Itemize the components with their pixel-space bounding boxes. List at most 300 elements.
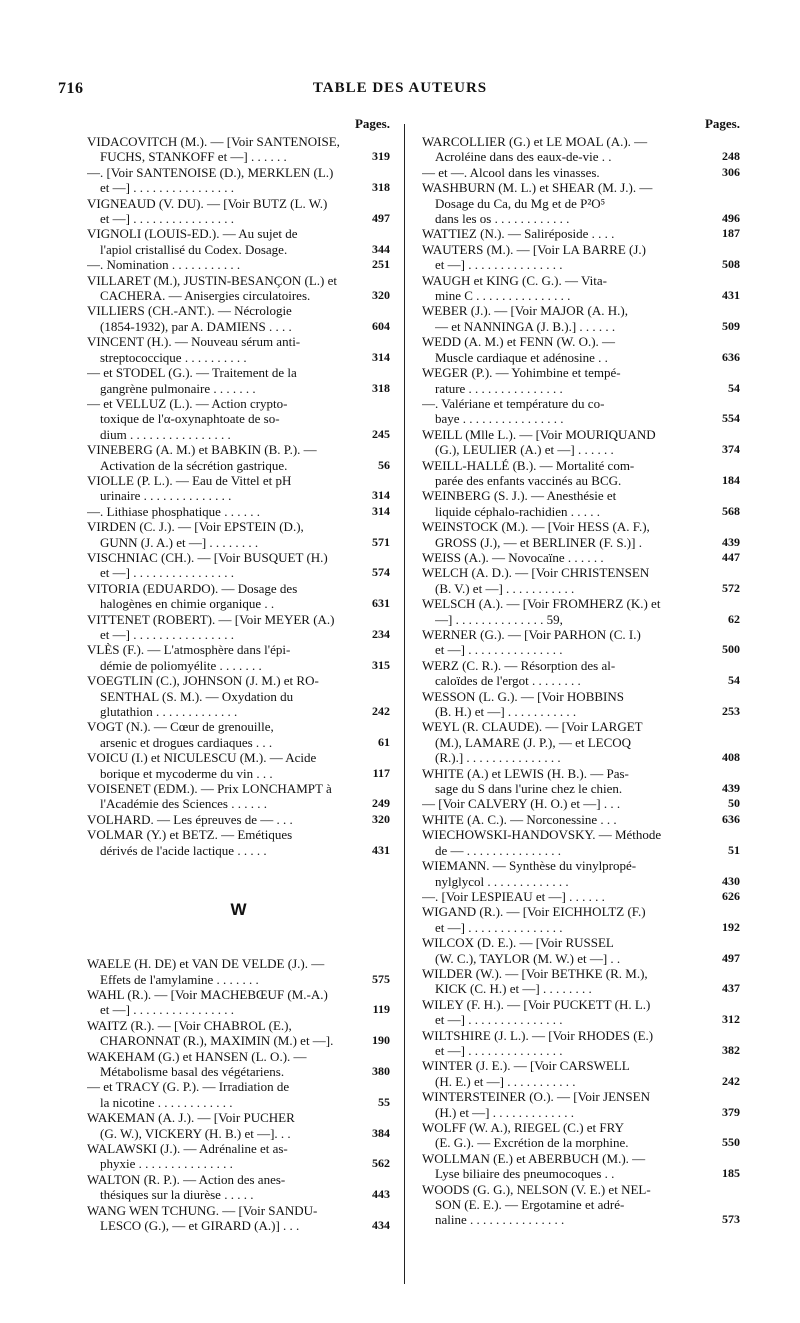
entry-text: VLÈS (F.). — L'atmosphère dans l'épi-	[87, 642, 291, 658]
entry-text: Effets de l'amylamine . . . . . . .	[100, 971, 259, 987]
index-entry	[422, 1182, 740, 1228]
entry-text: WILEY (F. H.). — [Voir PUCKETT (H. L.)	[422, 996, 651, 1012]
entry-line	[87, 257, 390, 272]
entry-line	[422, 303, 740, 318]
index-entry	[87, 612, 390, 643]
entry-line	[87, 334, 390, 349]
entry-line	[87, 1002, 390, 1017]
entry-text: VOICU (I.) et NICULESCU (M.). — Acide	[87, 750, 317, 766]
entry-line	[422, 149, 740, 164]
entry-text: —] . . . . . . . . . . . . . . 59,	[435, 611, 563, 627]
index-entry	[87, 1018, 390, 1049]
entry-text: — et STODEL (G.). — Traitement de la	[87, 365, 297, 381]
entry-line	[422, 535, 740, 550]
entry-text: rature . . . . . . . . . . . . . . .	[435, 380, 563, 396]
entry-line	[422, 350, 740, 365]
entry-line	[87, 1095, 390, 1110]
page-reference: 318	[372, 380, 390, 395]
entry-line	[422, 904, 740, 919]
index-entry	[87, 827, 390, 858]
entry-line	[422, 211, 740, 226]
entry-line	[422, 966, 740, 981]
index-entry	[422, 488, 740, 519]
page-reference: 50	[728, 796, 740, 811]
index-entry	[87, 196, 390, 227]
entry-line	[87, 1110, 390, 1125]
index-entry	[87, 956, 390, 987]
entry-text: Lyse biliaire des pneumocoques . .	[435, 1166, 615, 1182]
index-entry	[87, 473, 390, 504]
entry-line	[422, 319, 740, 334]
entry-text: WILTSHIRE (J. L.). — [Voir RHODES (E.)	[422, 1027, 654, 1043]
entry-line	[87, 196, 390, 211]
entry-line	[87, 442, 390, 457]
index-entry	[422, 966, 740, 997]
entry-line	[422, 519, 740, 534]
index-entry	[87, 134, 390, 165]
entry-text: démie de poliomyélite . . . . . . .	[100, 657, 262, 673]
entry-text: (1854-1932), par A. DAMIENS . . . .	[100, 318, 292, 334]
entry-text: toxique de l'α-oxynaphtoate de so-	[100, 411, 280, 427]
entry-text: halogènes en chimie organique . .	[100, 596, 275, 612]
entry-text: (H. E.) et —] . . . . . . . . . . .	[435, 1073, 576, 1089]
index-entry	[87, 642, 390, 673]
page-reference: 344	[372, 241, 390, 256]
index-entry	[422, 827, 740, 858]
entry-line	[422, 858, 740, 873]
index-entry	[422, 889, 740, 904]
index-entry	[87, 442, 390, 473]
index-entry	[87, 396, 390, 442]
entry-text: VILLIERS (CH.-ANT.). — Nécrologie	[87, 303, 292, 319]
entry-line	[87, 781, 390, 796]
pages-heading: Pages.	[704, 116, 740, 131]
entry-text: naline . . . . . . . . . . . . . . .	[435, 1212, 565, 1228]
entry-text: WEDD (A. M.) et FENN (W. O.). —	[422, 334, 616, 350]
entry-line	[422, 504, 740, 519]
entry-text: WAUTERS (M.). — [Voir LA BARRE (J.)	[422, 241, 647, 257]
entry-line	[87, 1049, 390, 1064]
entry-line	[422, 796, 740, 811]
page-reference: 562	[372, 1156, 390, 1171]
entry-text: et —] . . . . . . . . . . . . . . . .	[100, 1002, 234, 1018]
entry-text: VOISENET (EDM.). — Prix LONCHAMPT à	[87, 781, 332, 797]
entry-text: WOODS (G. G.), NELSON (V. E.) et NEL-	[422, 1181, 651, 1197]
left-column	[87, 114, 390, 1233]
entry-line	[87, 273, 390, 288]
page-reference: 447	[722, 549, 740, 564]
entry-line	[87, 303, 390, 318]
entry-line	[87, 242, 390, 257]
index-entry	[87, 1141, 390, 1172]
entry-line	[87, 627, 390, 642]
entry-text: et —] . . . . . . . . . . . . . . . .	[100, 211, 234, 227]
index-entry	[422, 719, 740, 765]
entry-line	[422, 874, 740, 889]
index-entry	[422, 565, 740, 596]
entry-text: — et TRACY (G. P.). — Irradiation de	[87, 1079, 290, 1095]
index-entry	[422, 396, 740, 427]
entry-text: de — . . . . . . . . . . . . . . .	[435, 842, 562, 858]
entry-text: streptococcique . . . . . . . . . .	[100, 349, 247, 365]
page-reference: 56	[378, 457, 390, 472]
entry-line	[87, 612, 390, 627]
entry-line	[422, 981, 740, 996]
entry-text: WEILL-HALLÉ (B.). — Mortalité com-	[422, 457, 635, 473]
page-reference: 431	[372, 842, 390, 857]
index-entry	[87, 257, 390, 272]
index-entry	[87, 812, 390, 827]
entry-line	[422, 196, 740, 211]
entry-line	[422, 1058, 740, 1073]
entry-line	[422, 1105, 740, 1120]
entry-line	[87, 1033, 390, 1048]
entry-line	[422, 642, 740, 657]
entry-line	[422, 596, 740, 611]
entry-line	[422, 473, 740, 488]
entry-line	[422, 889, 740, 904]
entry-line	[422, 750, 740, 765]
entry-line	[87, 719, 390, 734]
index-entry	[422, 1120, 740, 1151]
entry-line	[87, 396, 390, 411]
index-entries-w-continued	[422, 134, 740, 1228]
entry-text: arsenic et drogues cardiaques . . .	[100, 734, 273, 750]
entry-text: WEGER (P.). — Yohimbine et tempé-	[422, 365, 621, 381]
page-reference: 184	[722, 472, 740, 487]
index-entry	[422, 796, 740, 811]
entry-line	[422, 612, 740, 627]
index-entry	[87, 519, 390, 550]
entry-line	[422, 658, 740, 673]
index-entry	[87, 273, 390, 304]
index-entry	[422, 812, 740, 827]
index-entry	[422, 165, 740, 180]
page-reference: 55	[378, 1094, 390, 1109]
index-entries-v	[87, 134, 390, 858]
entry-line	[422, 997, 740, 1012]
index-entries-w	[87, 956, 390, 1233]
index-entry	[422, 1028, 740, 1059]
entry-text: WAKEMAN (A. J.). — [Voir PUCHER	[87, 1110, 295, 1126]
entry-line	[422, 134, 740, 149]
entry-text: CHARONNAT (R.), MAXIMIN (M.) et —].	[100, 1033, 334, 1049]
entry-line	[422, 581, 740, 596]
entry-text: VITORIA (EDUARDO). — Dosage des	[87, 580, 298, 596]
entry-line	[87, 766, 390, 781]
entry-text: Muscle cardiaque et adénosine . .	[435, 349, 608, 365]
page-reference: 384	[372, 1125, 390, 1140]
page-reference: 119	[372, 1002, 390, 1017]
page-reference: 572	[722, 580, 740, 595]
entry-text: (B. V.) et —] . . . . . . . . . . .	[435, 580, 575, 596]
entry-text: SON (E. E.). — Ergotamine et adré-	[435, 1197, 625, 1213]
entry-text: WIEMANN. — Synthèse du vinylpropé-	[422, 858, 637, 874]
entry-text: WANG WEN TCHUNG. — [Voir SANDU-	[87, 1202, 318, 1218]
entry-text: WINTERSTEINER (O.). — [Voir JENSEN	[422, 1089, 650, 1105]
page-reference: 374	[722, 442, 740, 457]
page-reference: 496	[722, 211, 740, 226]
index-entry	[422, 365, 740, 396]
entry-line	[87, 596, 390, 611]
entry-text: VIOLLE (P. L.). — Eau de Vittel et pH	[87, 472, 292, 488]
index-entry	[422, 1058, 740, 1089]
entry-text: thésiques sur la diurèse . . . . .	[100, 1187, 254, 1203]
entry-text: — et —. Alcool dans les vinasses.	[422, 164, 600, 180]
entry-line	[422, 1012, 740, 1027]
page-reference: 249	[372, 796, 390, 811]
entry-text: VINEBERG (A. M.) et BABKIN (B. P.). —	[87, 442, 317, 458]
entry-text: urinaire . . . . . . . . . . . . . .	[100, 488, 232, 504]
entry-line	[422, 935, 740, 950]
entry-text: gangrène pulmonaire . . . . . . .	[100, 380, 256, 396]
index-entry	[87, 673, 390, 719]
entry-text: et —] . . . . . . . . . . . . . . .	[435, 642, 563, 658]
entry-line	[422, 180, 740, 195]
entry-line	[87, 796, 390, 811]
entry-text: VIGNEAUD (V. DU). — [Voir BUTZ (L. W.)	[87, 195, 328, 211]
page-reference: 187	[722, 226, 740, 241]
entry-line	[422, 242, 740, 257]
entry-line	[422, 288, 740, 303]
entry-text: WARCOLLIER (G.) et LE MOAL (A.). —	[422, 134, 648, 149]
index-entry	[87, 334, 390, 365]
entry-line	[87, 843, 390, 858]
entry-text: —. [Voir LESPIEAU et —] . . . . . .	[422, 888, 605, 904]
entry-line	[422, 1135, 740, 1150]
entry-text: parée des enfants vaccinés au BCG.	[435, 472, 622, 488]
entry-line	[422, 951, 740, 966]
entry-text: et —] . . . . . . . . . . . . . . .	[435, 257, 563, 273]
index-entry	[422, 550, 740, 565]
page-reference: 54	[728, 673, 740, 688]
page-reference: 434	[372, 1218, 390, 1232]
entry-line	[422, 1089, 740, 1104]
entry-text: WAELE (H. DE) et VAN DE VELDE (J.). —	[87, 956, 325, 972]
entry-text: WALTON (R. P.). — Action des anes-	[87, 1171, 286, 1187]
index-entry	[422, 1151, 740, 1182]
entry-text: WAITZ (R.). — [Voir CHABROL (E.),	[87, 1017, 292, 1033]
index-entry	[87, 719, 390, 750]
page-reference: 430	[722, 873, 740, 888]
index-entry	[422, 997, 740, 1028]
entry-line	[87, 319, 390, 334]
entry-text: (R.).] . . . . . . . . . . . . . . .	[435, 750, 561, 766]
index-entry	[422, 134, 740, 165]
entry-line	[87, 673, 390, 688]
entry-line	[422, 257, 740, 272]
entry-line	[87, 1018, 390, 1033]
entry-line	[87, 504, 390, 519]
entry-line	[422, 843, 740, 858]
index-entry	[87, 365, 390, 396]
entry-line	[87, 1156, 390, 1171]
page-reference: 631	[372, 596, 390, 611]
entry-text: LESCO (G.), — et GIRARD (A.)] . . .	[100, 1218, 300, 1233]
entry-text: et —] . . . . . . . . . . . . . . . .	[100, 180, 234, 196]
entry-text: WELCH (A. D.). — [Voir CHRISTENSEN	[422, 565, 650, 581]
entry-text: VOGT (N.). — Cœur de grenouille,	[87, 719, 274, 735]
page-reference: 314	[372, 503, 390, 518]
index-entry	[422, 226, 740, 241]
entry-line	[422, 1151, 740, 1166]
page-reference: 51	[728, 842, 740, 857]
entry-line	[87, 427, 390, 442]
entry-text: caloïdes de l'ergot . . . . . . . .	[435, 673, 581, 689]
page-reference: 192	[722, 919, 740, 934]
entry-text: WASHBURN (M. L.) et SHEAR (M. J.). —	[422, 180, 653, 196]
entry-line	[422, 365, 740, 380]
entry-line	[422, 165, 740, 180]
entry-text: WATTIEZ (N.). — Saliréposide . . . .	[422, 226, 615, 242]
page-reference: 439	[722, 534, 740, 549]
index-entry	[422, 766, 740, 797]
page-reference: 251	[372, 257, 390, 272]
section-letter: W	[230, 900, 247, 920]
entry-text: WAUGH et KING (C. G.). — Vita-	[422, 272, 607, 288]
entry-text: l'Académie des Sciences . . . . . .	[100, 796, 267, 812]
entry-text: WERNER (G.). — [Voir PARHON (C. I.)	[422, 627, 641, 642]
entry-line	[422, 689, 740, 704]
entry-line	[87, 288, 390, 303]
entry-line	[422, 766, 740, 781]
entry-line	[87, 350, 390, 365]
page-reference: 439	[722, 781, 740, 796]
page-reference: 314	[372, 488, 390, 503]
entry-line	[87, 535, 390, 550]
entry-line	[87, 987, 390, 1002]
entry-line	[87, 1079, 390, 1094]
entry-line	[87, 1172, 390, 1187]
entry-line	[87, 689, 390, 704]
entry-text: WAKEHAM (G.) et HANSEN (L. O.). —	[87, 1048, 307, 1064]
index-entry	[422, 519, 740, 550]
page-reference: 379	[722, 1104, 740, 1119]
entry-line	[87, 473, 390, 488]
page-reference: 185	[722, 1166, 740, 1181]
page-reference: 509	[722, 318, 740, 333]
index-entry	[87, 581, 390, 612]
entry-line	[87, 211, 390, 226]
entry-line	[422, 920, 740, 935]
entry-text: WERZ (C. R.). — Résorption des al-	[422, 657, 616, 673]
index-entry	[422, 303, 740, 334]
entry-line	[422, 458, 740, 473]
entry-text: baye . . . . . . . . . . . . . . . .	[435, 411, 564, 427]
index-entry	[87, 504, 390, 519]
entry-line	[87, 1203, 390, 1218]
entry-line	[422, 488, 740, 503]
entry-line	[422, 673, 740, 688]
entry-line	[87, 827, 390, 842]
entry-text: nylglycol . . . . . . . . . . . . .	[435, 873, 569, 889]
entry-line	[87, 956, 390, 971]
entry-line	[422, 1074, 740, 1089]
entry-line	[87, 704, 390, 719]
entry-line	[422, 411, 740, 426]
entry-line	[422, 381, 740, 396]
page-reference: 382	[722, 1042, 740, 1057]
entry-line	[87, 134, 390, 149]
page-reference: 306	[722, 164, 740, 179]
entry-text: CACHERA. — Anisergies circulatoires.	[100, 288, 311, 304]
index-entry	[422, 935, 740, 966]
entry-text: dérivés de l'acide lactique . . . . .	[100, 842, 267, 858]
index-entry	[422, 1089, 740, 1120]
entry-text: (G.), LEULIER (A.) et —] . . . . . .	[435, 442, 614, 458]
page-number: 716	[58, 80, 84, 97]
page-reference: 253	[722, 704, 740, 719]
entry-line	[87, 658, 390, 673]
page-reference: 443	[372, 1187, 390, 1202]
entry-line	[422, 1212, 740, 1227]
entry-text: VOEGTLIN (C.), JOHNSON (J. M.) et RO-	[87, 673, 319, 689]
entry-text: VIDACOVITCH (M.). — [Voir SANTENOISE,	[87, 134, 340, 149]
index-entry	[422, 904, 740, 935]
entry-text: GUNN (J. A.) et —] . . . . . . . .	[100, 534, 259, 550]
entry-line	[87, 519, 390, 534]
entry-line	[87, 972, 390, 987]
page-reference: 117	[372, 765, 390, 780]
entry-text: WEISS (A.). — Novocaïne . . . . . .	[422, 549, 604, 565]
entry-text: et —] . . . . . . . . . . . . . . . .	[100, 565, 234, 581]
pages-heading: Pages.	[354, 116, 390, 131]
entry-text: dans les os . . . . . . . . . . . .	[435, 211, 570, 227]
entry-text: glutathion . . . . . . . . . . . . .	[100, 704, 238, 720]
entry-text: GROSS (J.), — et BERLINER (F. S.)] .	[435, 534, 642, 550]
entry-line	[422, 396, 740, 411]
entry-text: WOLLMAN (E.) et ABERBUCH (M.). —	[422, 1150, 646, 1166]
entry-line	[87, 642, 390, 657]
entry-text: SENTHAL (S. M.). — Oxydation du	[100, 688, 294, 704]
entry-line	[87, 812, 390, 827]
page-reference: 636	[722, 811, 740, 826]
entry-text: (M.), LAMARE (J. P.), — et LECOQ	[435, 734, 632, 750]
page-reference: 242	[372, 704, 390, 719]
entry-line	[87, 735, 390, 750]
entry-line	[87, 411, 390, 426]
entry-text: VINCENT (H.). — Nouveau sérum anti-	[87, 334, 301, 350]
page-reference: 315	[372, 657, 390, 672]
index-entry	[87, 750, 390, 781]
page-reference: 604	[372, 318, 390, 333]
entry-text: KICK (C. H.) et —] . . . . . . . .	[435, 981, 592, 997]
entry-line	[87, 565, 390, 580]
entry-text: VOLHARD. — Les épreuves de — . . .	[87, 811, 293, 827]
index-entry	[422, 427, 740, 458]
entry-text: WALAWSKI (J.). — Adrénaline et as-	[87, 1140, 288, 1156]
entry-text: VOLMAR (Y.) et BETZ. — Emétiques	[87, 827, 293, 843]
entry-text: WEILL (Mlle L.). — [Voir MOURIQUAND	[422, 426, 656, 442]
index-entry	[422, 858, 740, 889]
index-entry	[87, 1049, 390, 1080]
entry-line	[87, 1064, 390, 1079]
page-reference: 319	[372, 149, 390, 164]
page-reference: 314	[372, 349, 390, 364]
entry-text: —. Valériane et température du co-	[422, 395, 605, 411]
entry-text: WINTER (J. E.). — [Voir CARSWELL	[422, 1058, 630, 1074]
entry-line	[422, 781, 740, 796]
entry-line	[87, 1141, 390, 1156]
index-entry	[422, 627, 740, 658]
entry-line	[87, 165, 390, 180]
index-entry	[87, 781, 390, 812]
entry-text: VITTENET (ROBERT). — [Voir MEYER (A.)	[87, 611, 335, 627]
page-reference: 54	[728, 380, 740, 395]
entry-line	[422, 1028, 740, 1043]
entry-text: liquide céphalo-rachidien . . . . .	[435, 503, 600, 519]
entry-line	[87, 149, 390, 164]
